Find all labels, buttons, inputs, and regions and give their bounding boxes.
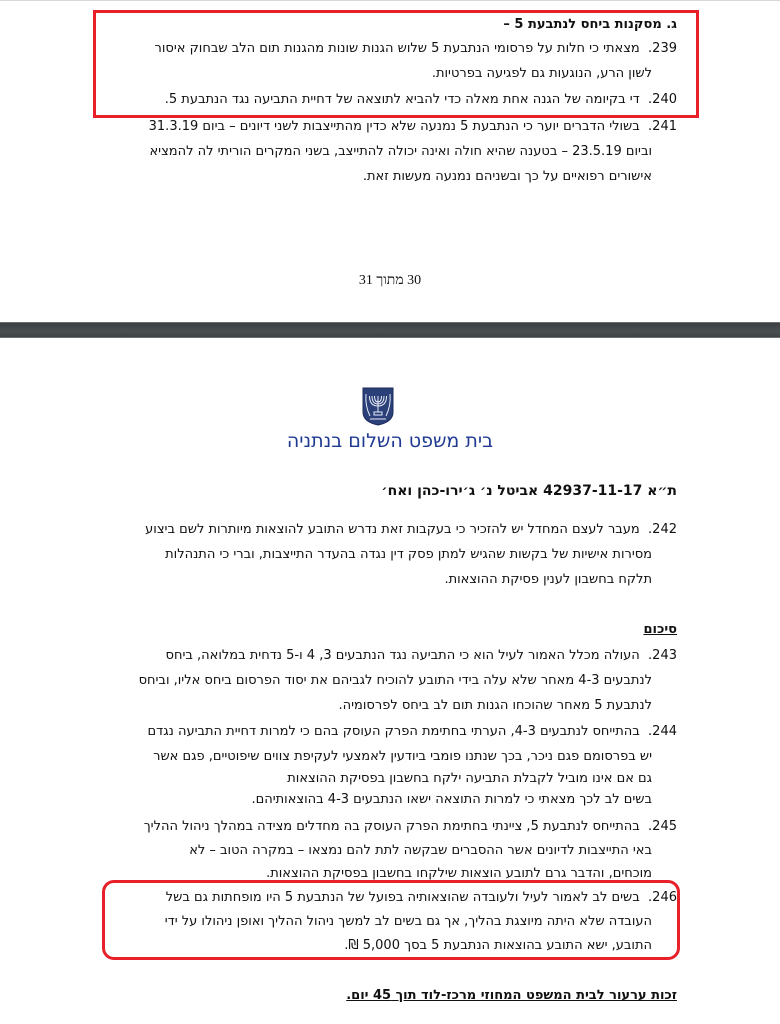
paragraph-text: בשולי הדברים יוער כי הנתבעת 5 נמנעה שלא כדין מהתייצבות לשני דיונים – ביום 31.3.19 <box>148 119 640 134</box>
paragraph-number: 244. <box>648 724 677 739</box>
paragraph-text: בהתייחס לנתבעים 4-3, הערתי בחתימת הפרק העוסק בהם כי למרות דחיית התביעה נגדם <box>147 724 640 739</box>
paragraph-239-line-2: לשון הרע, הנוגעות גם לפגיעה בפרטיות. <box>431 66 652 81</box>
paragraph-number: 246. <box>648 890 677 905</box>
paragraph-242-line-3: תלקח בחשבון לענין פסיקת ההוצאות. <box>444 572 652 587</box>
paragraph-245-line-1 <box>144 819 677 835</box>
paragraph-245-line-2: באי התייצבות לדיונים אשר ההסברים שבקשה לתת להם נמצאו – במקרה הטוב – לא <box>189 843 652 858</box>
paragraph-number: 240. <box>648 92 677 107</box>
paragraph-244-line-2: יש בפרסומם פגם ניכר, בכך שנתנו פומבי ביודעין לאמצעי לעקיפת צווים שיפוטיים, פגם אשר <box>153 749 652 764</box>
paragraph-244-line-3: גם אם אינו מוביל לקבלת התביעה ילקח בחשבון בפסיקת ההוצאות <box>287 771 652 786</box>
paragraph-text: מעבר לעצם המחדל יש להזכיר כי בעקבות זאת נדרש התובע להוצאות מיותרות לשם ביצוע <box>145 522 640 537</box>
paragraph-245-line-3: מוכחים, והדבר גרם לתובע הוצאות שילקחו בחשבון בפסיקת ההוצאות. <box>266 866 652 881</box>
paragraph-246-line-3: התובע, ישא התובע בהוצאות הנתבעת 5 בסך 5,000 ₪. <box>344 938 652 953</box>
paragraph-number: 241. <box>648 119 677 134</box>
paragraph-241-line-3: אישורים רפואיים על כך ובשניהם נמנעה מעשות זאת. <box>362 169 652 184</box>
page-number: 30 מתוך 31 <box>358 273 422 288</box>
court-name: בית משפט השלום בנתניה <box>286 430 494 452</box>
paragraph-243-line-2: לנתבעים 4-3 מאחר שלא עלה בידי התובע להוכיח לגביהם את יסוד הפרסום ביחס אליו, וביחס <box>138 673 652 688</box>
paragraph-text: בשים לב לאמור לעיל ולעובדה שהוצאותיה בפועל של הנתבעת 5 היו מופחתות גם בשל <box>165 890 640 905</box>
page-separator <box>0 322 780 338</box>
appeal-notice: זכות ערעור לבית המשפט המחוזי מרכז-לוד תוך 45 יום. <box>346 988 677 1003</box>
paragraph-text: מצאתי כי חלות על פרסומי הנתבעת 5 שלוש הגנות שונות מהגנות תום הלב שבחוק איסור <box>154 41 640 56</box>
section-heading: ג. מסקנות ביחס לנתבעת 5 – <box>503 17 677 32</box>
highlight-box-bottom <box>102 880 680 960</box>
paragraph-text: בהתייחס לנתבעת 5, ציינתי בחתימת הפרק העוסק בה מחדלים מצידה במהלך ניהול ההליך <box>143 819 640 834</box>
paragraph-241-line-1 <box>149 119 677 135</box>
paragraph-242-line-2: מסירות אישיות של בקשות שהגיש למתן פסק דין נגדה בהעדר התייצבות, וברי כי התנהלות <box>165 547 652 562</box>
case-title: ת״א 42937-11-17 אביטל נ׳ ג׳ירו-כהן ואח׳ <box>381 483 677 499</box>
summary-heading: סיכום <box>643 622 677 637</box>
paragraph-number: 245. <box>648 819 677 834</box>
paragraph-number: 239. <box>648 41 677 56</box>
document-page-30 <box>0 0 780 323</box>
state-emblem-icon <box>361 386 395 426</box>
paragraph-244-line-1 <box>148 724 677 740</box>
paragraph-243-line-1 <box>166 648 677 664</box>
paragraph-244-line-4: בשים לב לכך מצאתי כי למרות התוצאה ישאו הנתבעים 4-3 בהוצאותיהם. <box>251 792 652 807</box>
paragraph-number: 243. <box>648 648 677 663</box>
highlight-box-top <box>93 10 699 118</box>
paragraph-number: 242. <box>648 522 677 537</box>
paragraph-246-line-2: העובדה שלא היתה מיוצגת בהליך, אך גם בשים לב למשך ניהול ההליך ואופן ניהולו על ידי <box>164 914 652 929</box>
paragraph-243-line-3: לנתבעת 5 מאחר שהוכחו הגנות תום לב ביחס לפרסומיה. <box>338 698 652 713</box>
paragraph-text: העולה מכלל האמור לעיל הוא כי התביעה נגד הנתבעים 3, 4 ו-5 נדחית במלואה, ביחס <box>165 648 640 663</box>
paragraph-text: די בקיומה של הגנה אחת מאלה כדי להביא לתוצאה של דחיית התביעה נגד הנתבעת 5. <box>164 92 640 107</box>
paragraph-241-line-2: וביום 23.5.19 – בטענה שהיא חולה ואינה יכולה להתייצב, בשני המקרים הוריתי לה להמציא <box>149 144 652 159</box>
paragraph-242-line-1 <box>145 522 677 538</box>
